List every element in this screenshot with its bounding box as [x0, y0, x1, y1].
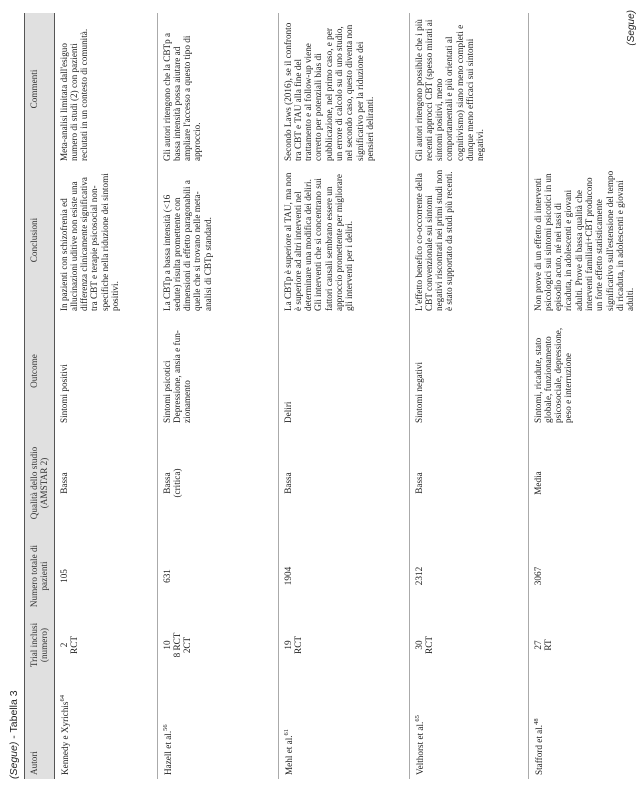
- cell-qualita: Bassa (critica): [157, 427, 278, 539]
- cell-autori: [157, 677, 278, 779]
- reference-number: 64: [58, 695, 66, 702]
- table-row: [157, 13, 278, 779]
- cell-outcome: Sintomi, ricadute, stato globale, funzionamento psicosociale, depressione, peso e interruzione: [528, 315, 644, 427]
- reference-number: 56: [161, 724, 169, 731]
- cell-commenti: Gli autori ritengono possibile che i più recenti approcci CBT (spesso mirati ai sintomi positivi, meno comportamentali e più orientati al cognitivismo) siano meno completi e dunque meno efficaci sui sintomi negativi.: [409, 13, 528, 165]
- cell-conclusioni: La CBTp è superiore al TAU, ma non è superiore ad altri interventi nel determinare una modifica dei deliri. Gli interventi che si concentrano sui fattori causali sembrano essere un approccio promettente per migliorare gli interventi per i deliri.: [278, 165, 409, 315]
- cell-conclusioni: In pazienti con schizofrenia ed allucinazioni uditive non esiste una differenza clinicamente significativa tra CBT e terapie psicosocial non-specifiche nella riduzione dei sintomi positivi.: [54, 165, 157, 315]
- cell-conclusioni: L'effetto benefico co-occorrente della CBT convenzionale sui sintomi negativi riscontrati nei primi studi non è stato supportato da studi più recenti.: [409, 165, 528, 315]
- author-name: Hazell et al.: [162, 730, 173, 775]
- trial-type: RCT: [423, 636, 434, 654]
- cell-trial: [157, 613, 278, 677]
- header-trial: Trial inclusi (numero): [25, 613, 55, 677]
- header-qualita: Qualità dello studio (AMSTAR 2): [25, 427, 55, 539]
- cell-outcome: Sintomi negativi: [409, 315, 528, 427]
- header-commenti: Commenti: [25, 13, 55, 165]
- cell-outcome: Deliri: [278, 315, 409, 427]
- trial-type: RCT: [292, 636, 303, 654]
- cell-autori: [278, 677, 409, 779]
- trial-count: 19: [282, 640, 293, 650]
- trial-count: 10: [161, 640, 172, 650]
- cell-commenti: Meta-analisi limitata dall'esiguo numero di studi (2) con pazienti reclutati in un contesto di comunità.: [54, 13, 157, 165]
- cell-qualita: Media: [528, 427, 644, 539]
- reference-number: 48: [532, 718, 540, 725]
- table-row: [278, 13, 409, 779]
- trial-type: RCT: [68, 636, 79, 654]
- results-table: [24, 13, 644, 779]
- cell-qualita: Bassa: [278, 427, 409, 539]
- cell-numero: 3067: [528, 539, 644, 613]
- author-name: Velthorst et al.: [414, 721, 425, 775]
- header-outcome: Outcome: [25, 315, 55, 427]
- cell-numero: 1904: [278, 539, 409, 613]
- author-name: Mehl et al.: [283, 735, 294, 775]
- cell-autori: [409, 677, 528, 779]
- cell-numero: 105: [54, 539, 157, 613]
- cell-autori: [54, 677, 157, 779]
- cell-trial: [278, 613, 409, 677]
- cell-conclusioni: La CBTp a bassa intensità (<16 sedute) risulta promettente con dimensioni di effetto paragonabili a quelle che si trovano nelle meta-analisi di CBTp standard.: [157, 165, 278, 315]
- author-name: Stafford et al.: [533, 724, 544, 775]
- author-name: Kennedy e Xyrichis: [59, 701, 70, 775]
- cell-trial: [528, 613, 644, 677]
- cell-qualita: Bassa: [409, 427, 528, 539]
- cell-trial: [54, 613, 157, 677]
- header-conclusioni: Conclusioni: [25, 165, 55, 315]
- trial-count: 27: [532, 640, 543, 650]
- caption-title: Tabella 3: [8, 690, 20, 733]
- cell-qualita: Bassa: [54, 427, 157, 539]
- trial-type: RT: [542, 639, 553, 651]
- trial-count: 30: [413, 640, 424, 650]
- caption-dash: -: [8, 732, 20, 742]
- trial-count: 2: [58, 642, 69, 648]
- cell-outcome: Sintomi psicotici Depressione, ansia e fun-zionamento: [157, 315, 278, 427]
- cell-numero: 631: [157, 539, 278, 613]
- table-row: [528, 13, 644, 779]
- cell-conclusioni: Non prove di un effetto di interventi psicologici sui sintomi psicotici in un episodio acuto, né nei tassi di ricaduta, in adolescenti e giovani adulti. Prove di bassa qualità che interventi familiari+CBT producono un forte effetto statisticamente significativo sull'estensione del tempo di ricaduta, in adolescenti e giovani adulti.: [528, 165, 644, 315]
- reference-number: 61: [282, 728, 290, 736]
- header-autori: Autori: [25, 677, 55, 779]
- cell-commenti: Secondo Laws (2016), se il confronto tra CBT e TAU alla fine del trattamento e al follow-up viene corretto per potenziali bias di pubblicazione, nel primo caso, e per un errore di calcolo su di uno studio, nel secondo caso, questo diventa non significativo per la riduzione dei pensieri deliranti.: [278, 13, 409, 165]
- table-caption: [8, 690, 20, 779]
- caption-segue: (Segue): [8, 741, 20, 779]
- table-row: [409, 13, 528, 779]
- trial-type: 8 RCT 2CT: [171, 632, 193, 658]
- continued-label: (Segue): [626, 10, 637, 46]
- cell-trial: [409, 613, 528, 677]
- cell-numero: 2312: [409, 539, 528, 613]
- cell-outcome: Sintomi positivi: [54, 315, 157, 427]
- header-numero: Numero totale di pazienti: [25, 539, 55, 613]
- reference-number: 65: [413, 715, 421, 722]
- cell-commenti: Gli autori ritengono che la CBTp a bassa intensità possa aiutare ad ampliare l'accesso a questo tipo di approccio.: [157, 13, 278, 165]
- table-row: [54, 13, 157, 779]
- cell-autori: [528, 677, 644, 779]
- table-header-row: [25, 13, 55, 779]
